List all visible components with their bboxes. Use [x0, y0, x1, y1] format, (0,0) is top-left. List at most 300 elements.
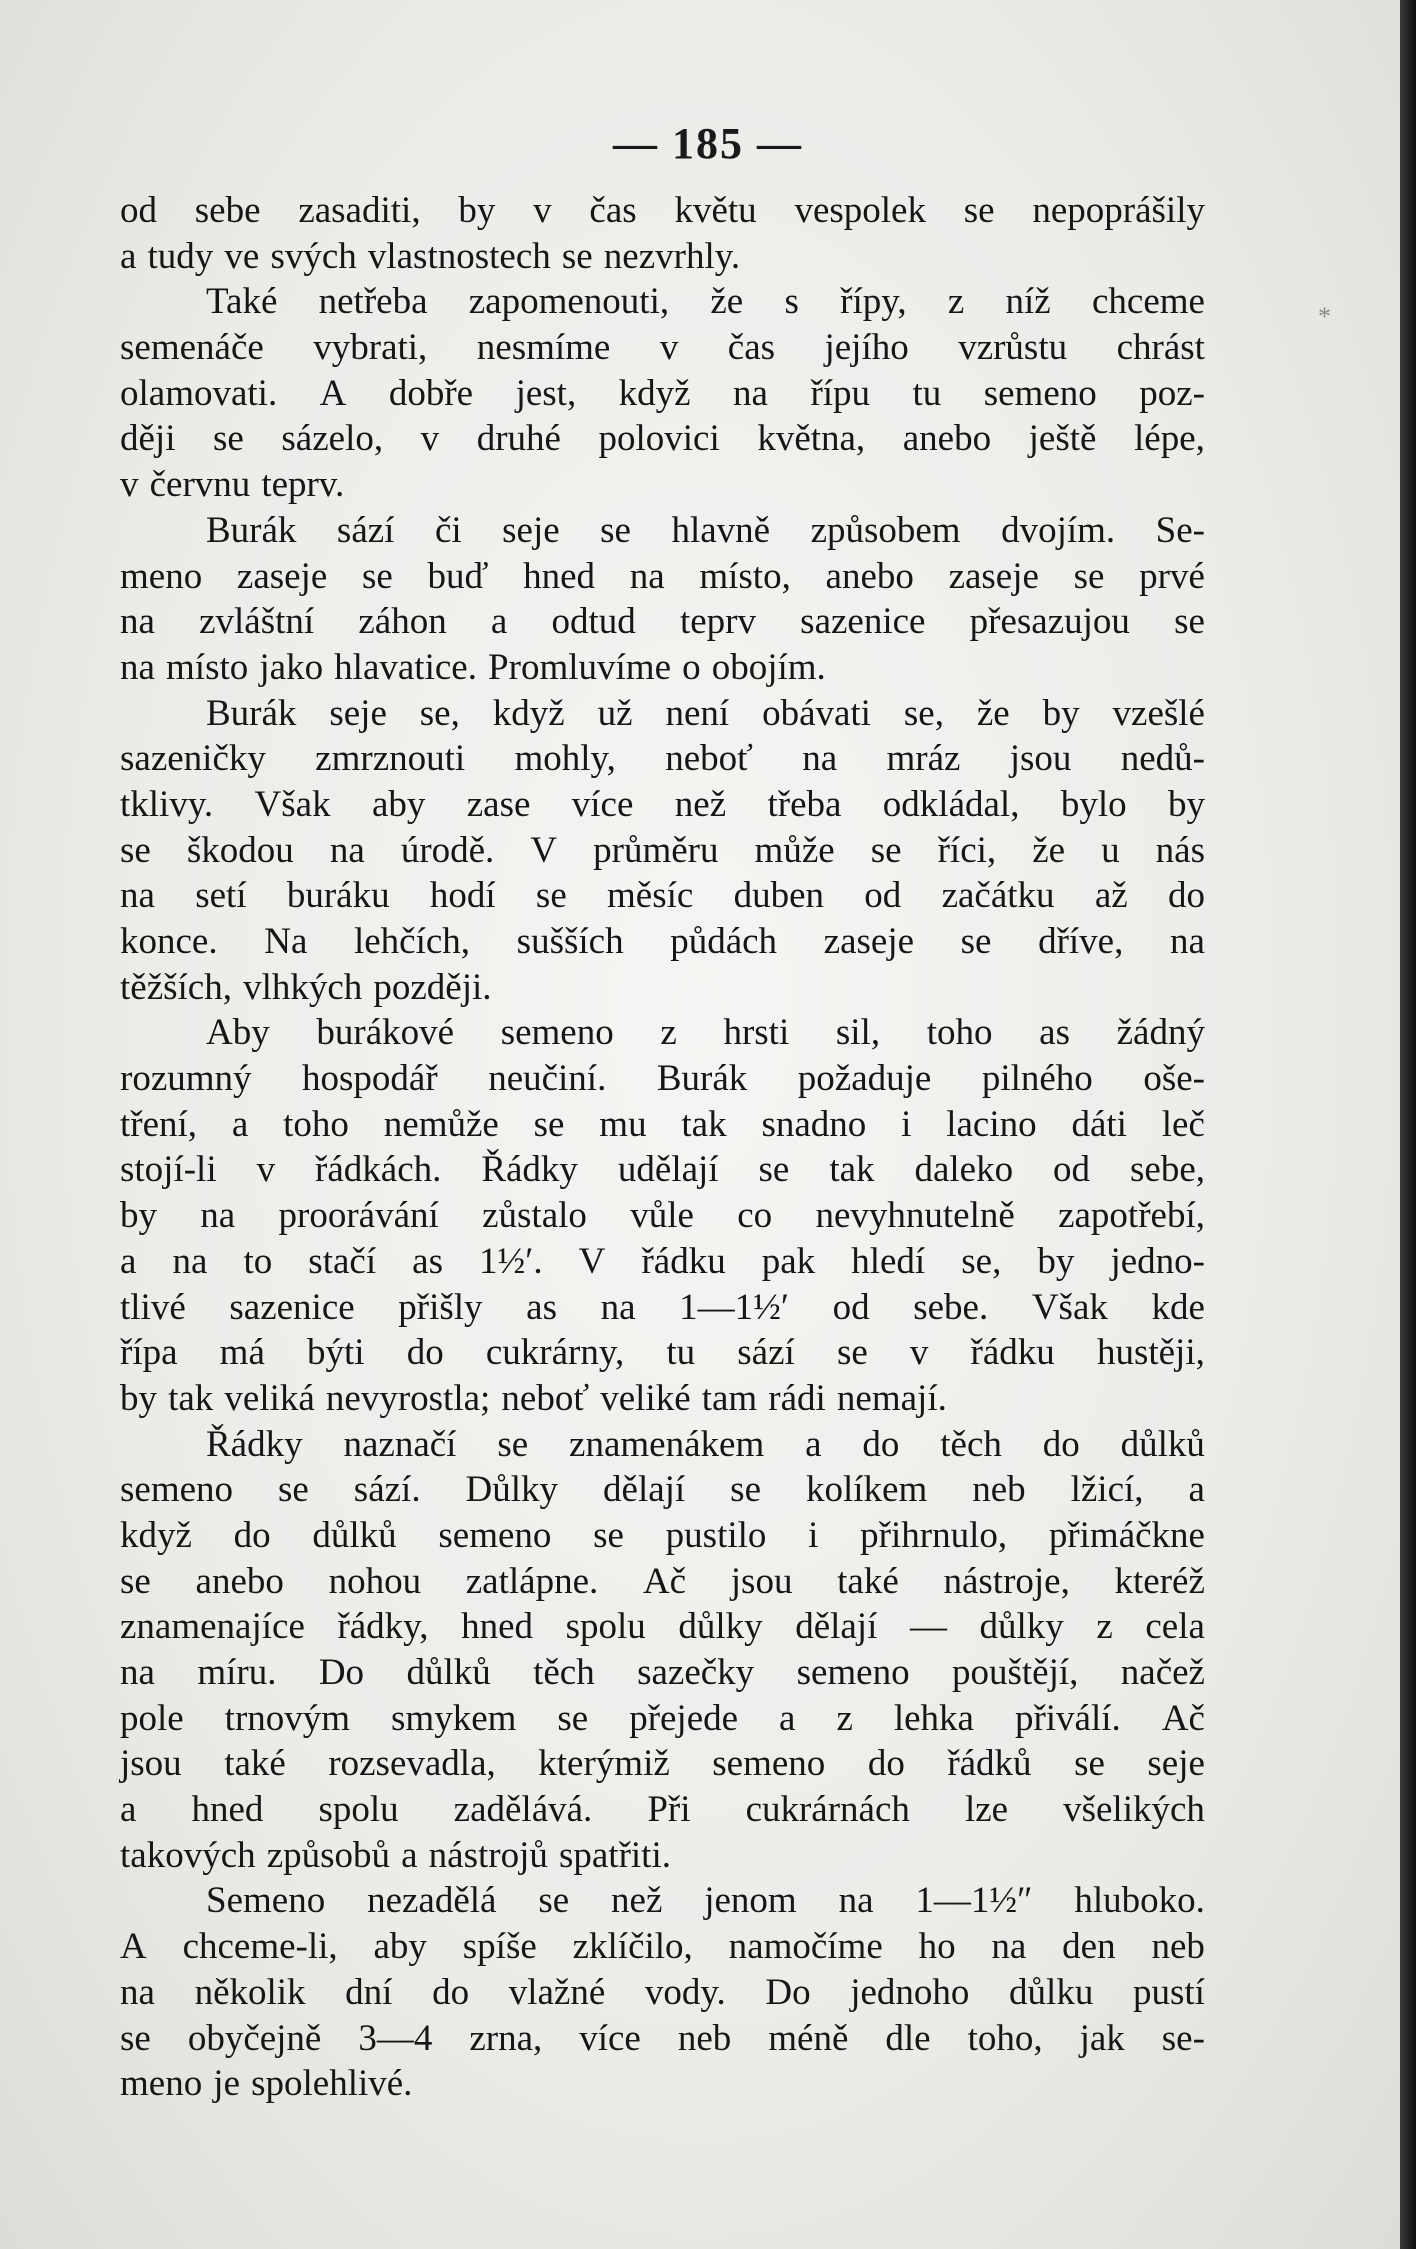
- word: nemůže: [383, 1103, 499, 1145]
- word: Promluvíme: [488, 646, 671, 688]
- word: by: [120, 1377, 157, 1419]
- word: se: [497, 1423, 529, 1465]
- word: se: [120, 2017, 151, 2059]
- word: na: [600, 1286, 636, 1328]
- word: obyčejně: [187, 2017, 322, 2059]
- word: na: [120, 646, 155, 688]
- word: tu: [666, 1332, 696, 1374]
- word: Burák: [206, 692, 297, 734]
- word: stojí-li: [120, 1149, 217, 1191]
- word: sazeničky: [120, 738, 266, 780]
- word: i: [808, 1514, 819, 1556]
- word: a: [1188, 1469, 1205, 1511]
- word: zase: [466, 783, 531, 825]
- word: než: [611, 1880, 663, 1922]
- word: přišly: [398, 1286, 483, 1328]
- word: semeno: [983, 372, 1097, 414]
- text-line: [120, 1467, 1205, 1513]
- word: aby: [371, 783, 426, 825]
- word: semeno: [500, 1012, 614, 1054]
- word: a: [779, 1697, 796, 1739]
- word: buď: [427, 555, 489, 597]
- word: se: [963, 190, 995, 231]
- word: níž: [1005, 281, 1051, 323]
- word: se: [870, 829, 902, 871]
- word: naznačí: [343, 1423, 457, 1465]
- text-line: [120, 325, 1205, 371]
- word: důlků: [312, 1514, 397, 1556]
- word: zaseje: [236, 555, 328, 597]
- word: veliká: [224, 1377, 315, 1419]
- word: řípy,: [840, 281, 907, 323]
- word: více: [571, 783, 634, 825]
- word: prvé: [1139, 555, 1205, 597]
- word: zapotřebí,: [1058, 1195, 1205, 1237]
- word: spolehlivé.: [251, 2063, 413, 2105]
- word: od: [1053, 1149, 1091, 1191]
- word: cukrárny,: [485, 1332, 625, 1374]
- word: jejího: [824, 327, 909, 369]
- word: zaseje: [948, 555, 1039, 597]
- word: vůle: [630, 1195, 694, 1237]
- text-line: [120, 599, 1205, 645]
- word: vlastnostech: [367, 235, 551, 277]
- word: a: [805, 1423, 822, 1465]
- word: hledí: [851, 1240, 926, 1282]
- text-line: [120, 1147, 1205, 1193]
- word: o: [682, 646, 701, 688]
- word: se: [557, 1697, 589, 1739]
- word: bylo: [1060, 783, 1127, 825]
- text-line: [120, 1239, 1205, 1285]
- word: býti: [307, 1332, 365, 1374]
- word: co: [737, 1195, 773, 1237]
- word: že: [710, 281, 744, 323]
- word: přihrnulo,: [860, 1514, 1008, 1556]
- word: cela: [1145, 1606, 1205, 1648]
- word: přesazujou: [969, 601, 1130, 643]
- text-line: [120, 1193, 1205, 1239]
- word: teprv.: [261, 464, 345, 506]
- word: dobře: [388, 372, 474, 414]
- word: na: [200, 1195, 236, 1237]
- word: z: [836, 1697, 853, 1739]
- word: méně: [768, 2017, 849, 2059]
- word: když: [120, 1514, 192, 1556]
- word: cukrárnách: [745, 1789, 910, 1831]
- word: —: [909, 1606, 947, 1648]
- word: místo: [166, 646, 249, 688]
- text-line: [120, 1559, 1205, 1605]
- word: jak: [1079, 2017, 1125, 2059]
- word: chceme: [1091, 281, 1205, 323]
- word: svých: [270, 235, 357, 277]
- word: jednoho: [850, 1971, 970, 2013]
- word: A: [319, 372, 347, 414]
- word: takových: [120, 1834, 256, 1876]
- word: toho,: [967, 2017, 1043, 2059]
- word: místo,: [699, 555, 791, 597]
- word: dle: [885, 2017, 931, 2059]
- word: Ač: [642, 1560, 687, 1602]
- word: na: [802, 738, 838, 780]
- word: než: [674, 783, 727, 825]
- word: mohly,: [514, 738, 616, 780]
- word: kolíkem: [805, 1469, 928, 1511]
- stray-mark: *: [1318, 302, 1331, 331]
- word: smykem: [391, 1697, 517, 1739]
- word: udělají: [617, 1149, 719, 1191]
- word: nás: [1155, 829, 1205, 871]
- word: neb: [677, 2017, 732, 2059]
- word: a: [120, 235, 137, 277]
- word: druhé: [476, 418, 561, 460]
- word: daleko: [914, 1149, 1014, 1191]
- word: z: [947, 281, 965, 323]
- page-number: — 185 —: [613, 119, 803, 168]
- word: žádný: [1116, 1012, 1205, 1054]
- word: hlavatice.: [334, 646, 477, 688]
- word: kde: [1151, 1286, 1205, 1328]
- text-line: [120, 508, 1205, 554]
- word: semeno: [438, 1514, 552, 1556]
- word: Také: [206, 281, 278, 323]
- word: se: [600, 509, 631, 551]
- text-line: [120, 1924, 1205, 1970]
- word: také: [224, 1743, 286, 1785]
- word: má: [219, 1332, 265, 1374]
- word: řádky,: [337, 1606, 429, 1648]
- word: tak: [681, 1103, 727, 1145]
- word: zasaditi,: [298, 190, 421, 231]
- word: zrna,: [469, 2017, 543, 2059]
- text-line: [120, 736, 1205, 782]
- word: lehka: [893, 1697, 974, 1739]
- word: vody.: [644, 1971, 726, 2013]
- word: těch: [940, 1423, 1002, 1465]
- word: měsíc: [607, 875, 694, 917]
- word: chrást: [1116, 327, 1205, 369]
- text-line: [120, 2061, 1205, 2107]
- word: přimáčkne: [1048, 1514, 1205, 1556]
- word: V: [578, 1240, 606, 1282]
- word: v: [533, 190, 552, 231]
- word: Semeno: [206, 1880, 326, 1922]
- word: dříve,: [1038, 921, 1124, 962]
- word: spatřiti.: [558, 1834, 671, 1876]
- text-line: [120, 1285, 1205, 1331]
- word: odkládal,: [882, 783, 1020, 825]
- word: Do: [318, 1652, 365, 1693]
- word: či: [434, 509, 462, 551]
- word: zůstalo: [482, 1195, 587, 1237]
- word: pouštějí,: [951, 1652, 1079, 1693]
- word: olamovati.: [120, 372, 278, 414]
- word: více: [579, 2017, 641, 2059]
- word: se: [213, 418, 244, 460]
- word: as: [1039, 1012, 1070, 1054]
- text-line: [120, 2016, 1205, 2062]
- word: Burák: [656, 1058, 748, 1100]
- word: seje: [1147, 1743, 1205, 1785]
- word: toho: [926, 1012, 993, 1054]
- word: nevyhnutelně: [815, 1195, 1015, 1237]
- word: vlhkých: [243, 966, 363, 1008]
- word: zapomenouti,: [468, 281, 670, 323]
- word: obojím.: [711, 646, 826, 688]
- word: nevyrostla;: [325, 1377, 491, 1419]
- word: do: [1042, 1423, 1080, 1465]
- word: spíše: [462, 1926, 537, 1968]
- word: polovici: [598, 418, 720, 460]
- word: se: [120, 1560, 151, 1602]
- word: se: [278, 1469, 309, 1511]
- word: je: [213, 2063, 240, 2105]
- word: sazenice: [229, 1286, 355, 1328]
- word: buráku: [286, 875, 390, 917]
- word: konce.: [120, 921, 218, 962]
- word: ději: [120, 418, 176, 460]
- word: kteréž: [1114, 1560, 1205, 1602]
- word: červnu: [149, 464, 251, 506]
- word: hned: [461, 1606, 534, 1648]
- word: se,: [419, 692, 460, 734]
- word: Na: [264, 921, 308, 962]
- word: řádkách.: [315, 1149, 442, 1191]
- word: říci,: [937, 829, 997, 871]
- word: anebo: [902, 418, 992, 460]
- word: A: [120, 1926, 147, 1968]
- word: dělají: [603, 1469, 686, 1511]
- word: až: [1094, 875, 1128, 917]
- word: Však: [1031, 1286, 1108, 1328]
- word: pustilo: [665, 1514, 767, 1556]
- word: že: [976, 692, 1010, 734]
- word: ho: [918, 1926, 956, 1968]
- text-line: [120, 462, 1205, 508]
- word: není: [665, 692, 730, 734]
- word: na: [120, 1971, 155, 2013]
- word: lépe,: [1134, 418, 1205, 460]
- word: důlků: [1120, 1423, 1205, 1465]
- word: lacino: [946, 1103, 1037, 1145]
- word: třeba: [767, 783, 842, 825]
- text-line: [120, 873, 1205, 919]
- text-line: [120, 1787, 1205, 1833]
- word: později.: [373, 966, 492, 1008]
- word: na: [629, 555, 665, 597]
- word: úrodě.: [400, 829, 495, 871]
- word: nemají.: [836, 1377, 947, 1419]
- word: lehčích,: [353, 921, 471, 962]
- word: se: [836, 1332, 868, 1374]
- word: květu: [674, 190, 757, 231]
- word: neboť: [665, 738, 753, 780]
- word: neučiní.: [488, 1058, 607, 1100]
- word: že: [1032, 829, 1066, 871]
- word: načež: [1120, 1652, 1205, 1693]
- text-line: [120, 919, 1205, 965]
- word: na: [733, 372, 768, 414]
- word: na: [120, 875, 155, 917]
- word: už: [597, 692, 633, 734]
- text-line: [120, 782, 1205, 828]
- word: v: [909, 1332, 929, 1374]
- word: leč: [1161, 1103, 1205, 1145]
- word: se: [361, 555, 393, 597]
- word: se: [120, 829, 151, 871]
- text-line: [120, 1696, 1205, 1742]
- word: jest,: [515, 372, 577, 414]
- word: lze: [964, 1789, 1009, 1831]
- word: odtud: [551, 601, 636, 643]
- word: seje: [329, 692, 387, 734]
- word: Do: [765, 1971, 811, 2013]
- word: trnovým: [224, 1697, 351, 1739]
- word: rozumný: [120, 1058, 252, 1100]
- word: do: [867, 1743, 905, 1785]
- word: způsobů: [266, 1834, 391, 1876]
- text-line: [120, 554, 1205, 600]
- word: Řádky: [481, 1149, 578, 1191]
- word: nezvrhly.: [603, 235, 741, 277]
- word: nástroje,: [943, 1560, 1070, 1602]
- word: tu: [912, 372, 942, 414]
- word: proorávání: [278, 1195, 439, 1237]
- word: všelikých: [1063, 1789, 1205, 1831]
- word: se,: [961, 1240, 1002, 1282]
- word: u: [1101, 829, 1120, 871]
- word: na: [838, 1880, 874, 1922]
- word: zaseje: [823, 921, 915, 962]
- word: sebe: [194, 190, 261, 231]
- word: v: [120, 464, 139, 506]
- word: května,: [757, 418, 866, 460]
- word: z: [1096, 1606, 1113, 1648]
- word: duben: [733, 875, 825, 917]
- word: nepoprášily: [1032, 190, 1205, 231]
- text-line: [120, 1056, 1205, 1102]
- text-line: [120, 1513, 1205, 1559]
- word: spolu: [565, 1606, 646, 1648]
- word: nedů-: [1120, 738, 1205, 780]
- word: neb: [1151, 1926, 1205, 1968]
- word: řádků: [947, 1743, 1032, 1785]
- word: nesmíme: [476, 327, 611, 369]
- text-line: [120, 234, 1205, 280]
- word: rozsevadla,: [328, 1743, 496, 1785]
- word: seje: [502, 509, 560, 551]
- word: jsou: [120, 1743, 182, 1785]
- word: dvojím.: [1001, 509, 1116, 551]
- text-line: [120, 371, 1205, 417]
- word: netřeba: [318, 281, 428, 323]
- word: zvláštní: [199, 601, 315, 643]
- word: semeno: [712, 1743, 826, 1785]
- word: jedno-: [1110, 1240, 1205, 1282]
- word: a: [490, 601, 508, 643]
- text-line: [120, 188, 1205, 234]
- word: od: [864, 875, 902, 917]
- word: se: [561, 235, 593, 277]
- word: několik: [194, 1971, 306, 2013]
- text-line: [120, 965, 1205, 1011]
- word: se: [1174, 601, 1205, 643]
- word: se: [535, 875, 567, 917]
- text-line: [120, 1102, 1205, 1148]
- word: stačí: [308, 1240, 377, 1282]
- word: vybrati,: [313, 327, 428, 369]
- word: vlažné: [508, 1971, 606, 2013]
- word: znamenajíce: [120, 1606, 305, 1648]
- word: teprv: [679, 601, 756, 643]
- word: zatlápne.: [465, 1560, 599, 1602]
- word: způsobem: [810, 509, 961, 551]
- word: sebe,: [1130, 1149, 1205, 1191]
- word: jenom: [704, 1880, 797, 1922]
- word: důlku: [1009, 1971, 1094, 2013]
- text-line: [120, 691, 1205, 737]
- word: zklíčilo,: [572, 1926, 693, 1968]
- word: čas: [727, 327, 776, 369]
- word: znamenákem: [569, 1423, 765, 1465]
- text-line: [120, 1833, 1205, 1879]
- word: to: [243, 1240, 273, 1282]
- word: se-: [1161, 2017, 1205, 2059]
- word: vzešlé: [1112, 692, 1205, 734]
- word: těžších,: [120, 966, 232, 1008]
- word: na: [120, 601, 155, 643]
- text-line: [120, 1376, 1205, 1422]
- word: na: [329, 829, 365, 871]
- word: namočíme: [728, 1926, 883, 1968]
- word: sazenice: [800, 601, 926, 643]
- word: V: [530, 829, 558, 871]
- word: sazečky: [637, 1652, 755, 1693]
- word: obávati: [762, 692, 871, 734]
- word: s: [784, 281, 799, 323]
- word: Však: [254, 783, 331, 825]
- word: řádku: [641, 1240, 726, 1282]
- word: vzrůstu: [958, 327, 1068, 369]
- word: začátku: [941, 875, 1055, 917]
- text-line: [120, 828, 1205, 874]
- word: do: [1167, 875, 1205, 917]
- word: zmrznouti: [315, 738, 466, 780]
- word: nezadělá: [367, 1880, 497, 1922]
- word: spolu: [318, 1789, 399, 1831]
- word: a: [120, 1789, 137, 1831]
- word: se: [538, 1880, 570, 1922]
- word: řípa: [120, 1332, 178, 1374]
- text-line: [120, 279, 1205, 325]
- word: těch: [533, 1652, 595, 1693]
- word: by: [458, 190, 496, 231]
- word: oše-: [1143, 1058, 1205, 1100]
- word: do: [862, 1423, 900, 1465]
- word: mu: [599, 1103, 647, 1145]
- word: Burák: [206, 509, 297, 551]
- word: tak: [168, 1377, 214, 1419]
- word: se: [758, 1149, 790, 1191]
- word: mráz: [886, 738, 961, 780]
- word: se: [1073, 555, 1105, 597]
- word: anebo: [825, 555, 914, 597]
- word: meno: [120, 555, 203, 597]
- word: zadělává.: [453, 1789, 593, 1831]
- word: Při: [647, 1789, 691, 1831]
- word: pilného: [981, 1058, 1093, 1100]
